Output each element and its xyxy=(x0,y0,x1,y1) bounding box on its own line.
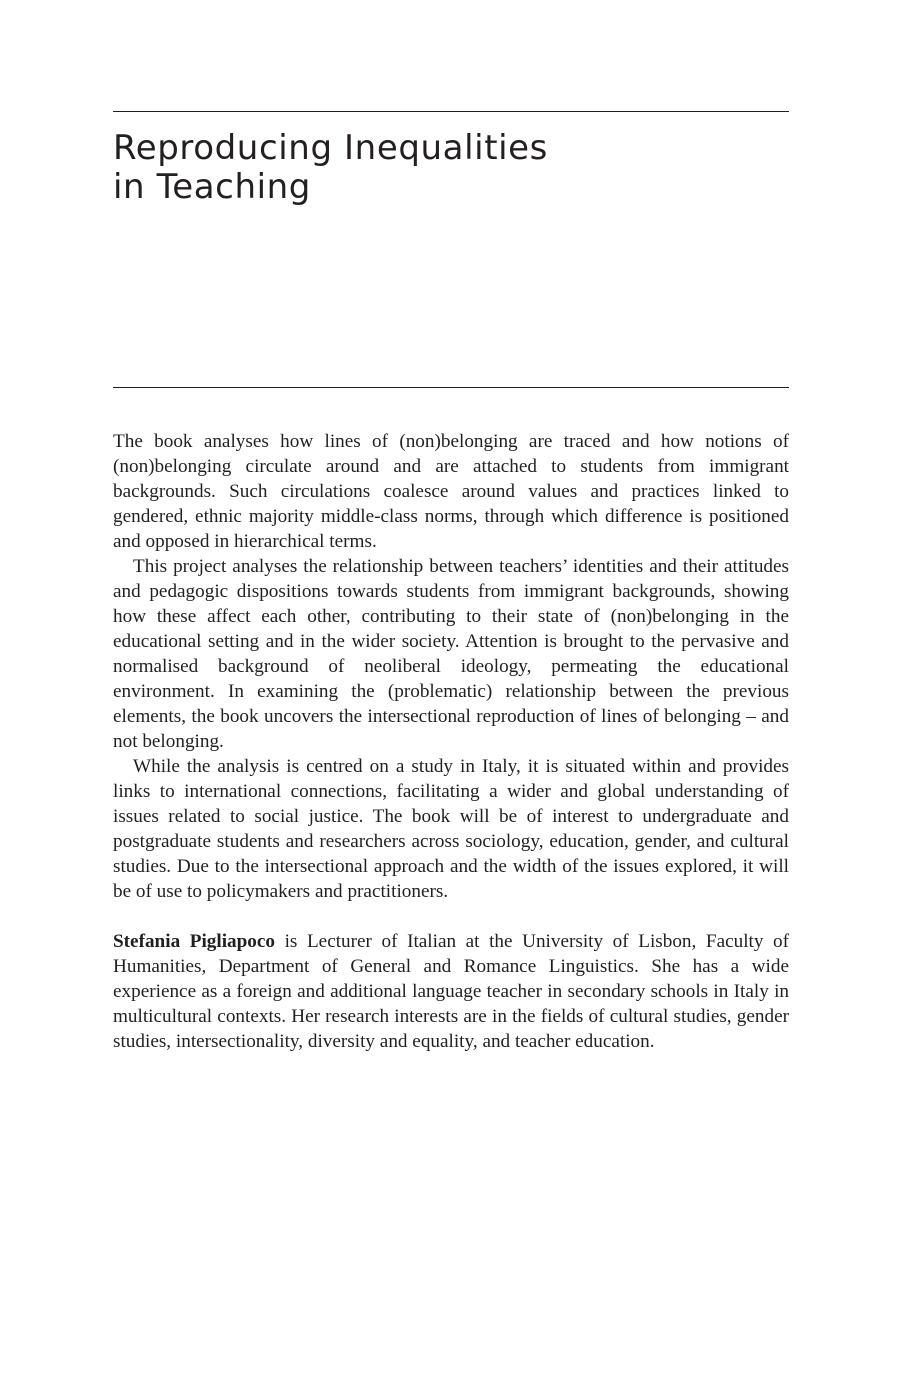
blurb-section xyxy=(113,429,789,1054)
book-title-line-2: in Teaching xyxy=(113,167,311,207)
author-name: Stefania Pigliapoco xyxy=(113,931,276,952)
blurb-paragraph-1: The book analyses how lines of (non)belonging are traced and how notions of (non)belonging circulate around and are attached to students from immigrant backgrounds. Such circulations coalesce around values and practices linked to gendered, ethnic majority middle-class norms, through which difference is positioned and opposed in hierarchical terms. xyxy=(113,431,789,552)
blurb-paragraph-2: This project analyses the relationship between teachers’ identities and their attitudes and pedagogic dispositions towards students from immigrant backgrounds, showing how these affect each other, contributing to their state of (non)belonging in the educational setting and in the wider society. Attention is brought to the pervasive and normalised background of neoliberal ideology, permeating the educational environment. In examining the (problematic) relationship between the previous elements, the book uncovers the intersectional reproduction of lines of belonging – and not belonging. xyxy=(113,556,789,752)
blurb-paragraph-3: While the analysis is centred on a study in Italy, it is situated within and provides links to international connections, facilitating a wider and global understanding of issues related to social justice. The book will be of interest to undergraduate and postgraduate students and researchers across sociology, education, gender, and cultural studies. Due to the intersectional approach and the width of the issues explored, it will be of use to policymakers and practitioners. xyxy=(113,756,789,902)
top-rule xyxy=(113,111,789,112)
book-title xyxy=(113,129,789,207)
bottom-rule xyxy=(113,387,789,388)
book-title-line-1: Reproducing Inequalities xyxy=(113,128,549,168)
author-bio-text: is Lecturer of Italian at the University of Lisbon, Faculty of Humanities, Department of General and Romance Linguistics. She has a wide experience as a foreign and additional language teacher in secondary schools in Italy in multicultural contexts. Her research interests are in the fields of cultural studies, gender studies, intersectionality, diversity and equality, and teacher education. xyxy=(113,931,790,1052)
author-bio xyxy=(113,929,789,1054)
